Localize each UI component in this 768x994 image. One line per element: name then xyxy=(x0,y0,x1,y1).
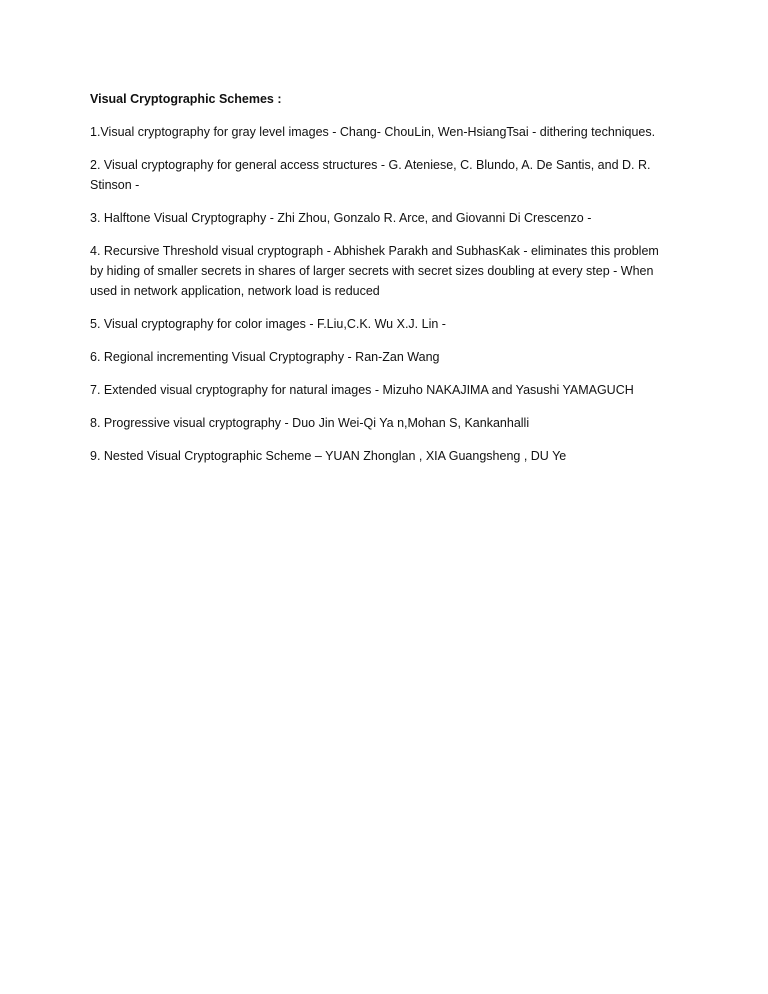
document-body xyxy=(90,89,670,479)
scheme-item-1: 1.Visual cryptography for gray level images - Chang- ChouLin, Wen-HsiangTsai - dithering techniques. xyxy=(90,125,656,139)
scheme-item-9: 9. Nested Visual Cryptographic Scheme – YUAN Zhonglan , XIA Guangsheng , DU Ye xyxy=(90,449,567,463)
scheme-item-7: 7. Extended visual cryptography for natural images - Mizuho NAKAJIMA and Yasushi YAMAGUCH xyxy=(90,383,634,397)
scheme-item-5: 5. Visual cryptography for color images - F.Liu,C.K. Wu X.J. Lin - xyxy=(90,317,446,331)
scheme-item-4: 4. Recursive Threshold visual cryptograph - Abhishek Parakh and SubhasKak - eliminates this problem by hiding of smaller secrets in shares of larger secrets with secret sizes doubling at every step - When used in network application, network load is reduced xyxy=(90,244,659,298)
scheme-item-2: 2. Visual cryptography for general access structures - G. Ateniese, C. Blundo, A. De Santis, and D. R. Stinson - xyxy=(90,158,651,192)
document-title: Visual Cryptographic Schemes : xyxy=(90,92,282,106)
scheme-item-6: 6. Regional incrementing Visual Cryptography - Ran-Zan Wang xyxy=(90,350,440,364)
scheme-item-3: 3. Halftone Visual Cryptography - Zhi Zhou, Gonzalo R. Arce, and Giovanni Di Crescenzo - xyxy=(90,211,592,225)
scheme-item-8: 8. Progressive visual cryptography - Duo Jin Wei-Qi Ya n,Mohan S, Kankanhalli xyxy=(90,416,530,430)
